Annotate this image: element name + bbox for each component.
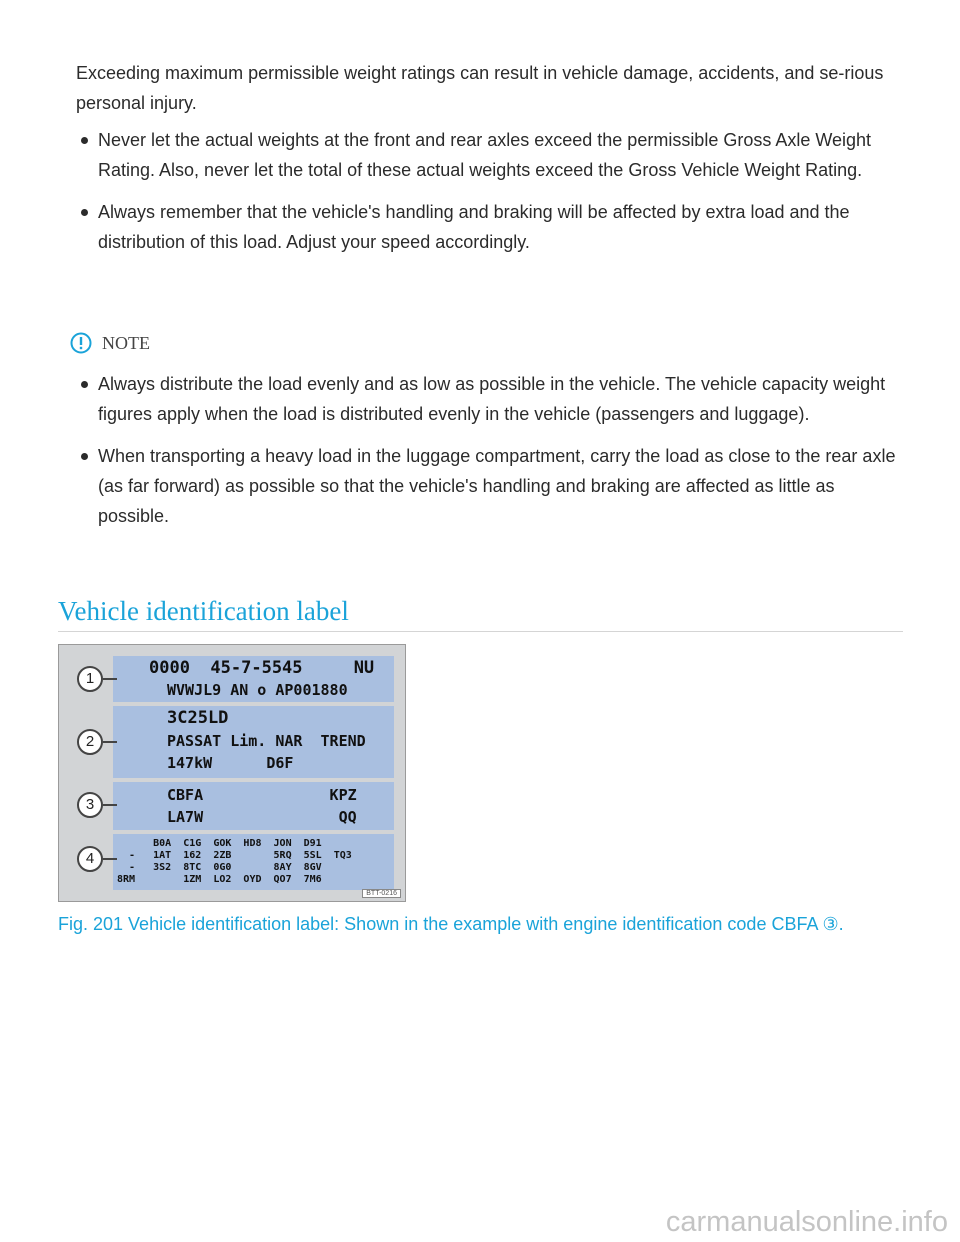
label-text: 147kW D6F bbox=[167, 754, 294, 772]
callout-3: 3 bbox=[77, 792, 103, 818]
exclamation-circle-icon bbox=[70, 332, 92, 354]
list-item-text: Always remember that the vehicle's handling and braking will be affected by extra load and the distribution of this load. Adjust your speed accordingly. bbox=[98, 202, 850, 252]
label-text: - 3S2 8TC 0G0 8AY 8GV bbox=[117, 862, 322, 873]
figure-code: BTT-0216 bbox=[362, 889, 401, 898]
bullet-icon bbox=[81, 209, 88, 216]
list-item-text: Never let the actual weights at the front and rear axles exceed the permissible Gross Axle Weight Rating. Also, never let the total of these actual weights exceed the Gross Vehicle Weight Rating. bbox=[98, 130, 872, 180]
figure-caption: Fig. 201 Vehicle identification label: Shown in the example with engine identification code CBFA ③. bbox=[58, 914, 844, 934]
label-panel-1 bbox=[113, 656, 394, 702]
callout-4: 4 bbox=[77, 846, 103, 872]
label-text: LA7W QQ bbox=[167, 808, 357, 826]
section-title: Vehicle identification label bbox=[58, 596, 349, 626]
label-text: PASSAT Lim. NAR TREND bbox=[167, 732, 366, 750]
list-item-text: Always distribute the load evenly and as low as possible in the vehicle. The vehicle capacity weight figures apply when the load is distributed evenly in the vehicle (passengers and luggage). bbox=[98, 374, 886, 424]
warning-intro-text: Exceeding maximum permissible weight ratings can result in vehicle damage, accidents, and se-rious personal injury. bbox=[76, 63, 884, 113]
watermark: carmanualsonline.info bbox=[665, 1206, 948, 1238]
bullet-icon bbox=[81, 453, 88, 460]
note-heading bbox=[70, 332, 150, 354]
section-divider bbox=[58, 631, 903, 632]
note-label: NOTE bbox=[102, 332, 150, 353]
callout-leader bbox=[103, 858, 117, 860]
callout-leader bbox=[103, 741, 117, 743]
callout-leader bbox=[103, 804, 117, 806]
warning-list bbox=[76, 125, 896, 269]
callout-2: 2 bbox=[77, 729, 103, 755]
label-text: - 1AT 162 2ZB 5RQ 5SL TQ3 bbox=[117, 850, 352, 861]
label-text: CBFA KPZ bbox=[167, 786, 357, 804]
label-panel-4 bbox=[113, 834, 394, 890]
label-panel-3 bbox=[113, 782, 394, 830]
list-item bbox=[76, 369, 896, 429]
list-item bbox=[76, 125, 896, 185]
label-text: WVWJL9 AN o AP001880 bbox=[167, 681, 348, 699]
bullet-icon bbox=[81, 381, 88, 388]
callout-1: 1 bbox=[77, 666, 103, 692]
label-text: 0000 45-7-5545 NU bbox=[149, 658, 375, 678]
label-panel-2 bbox=[113, 706, 394, 778]
list-item bbox=[76, 197, 896, 257]
callout-leader bbox=[103, 678, 117, 680]
vehicle-id-label-figure bbox=[58, 644, 406, 902]
list-item-text: When transporting a heavy load in the luggage compartment, carry the load as close to the rear axle (as far forward) as possible so that the vehicle's handling and braking are affected as little as possible. bbox=[98, 446, 896, 526]
bullet-icon bbox=[81, 137, 88, 144]
note-list bbox=[76, 369, 896, 543]
label-text: 8RM 1ZM LO2 OYD QO7 7M6 bbox=[117, 874, 322, 885]
list-item bbox=[76, 441, 896, 531]
label-text: B0A C1G GOK HD8 JON D91 bbox=[117, 838, 322, 849]
label-text: 3C25LD bbox=[167, 708, 229, 728]
